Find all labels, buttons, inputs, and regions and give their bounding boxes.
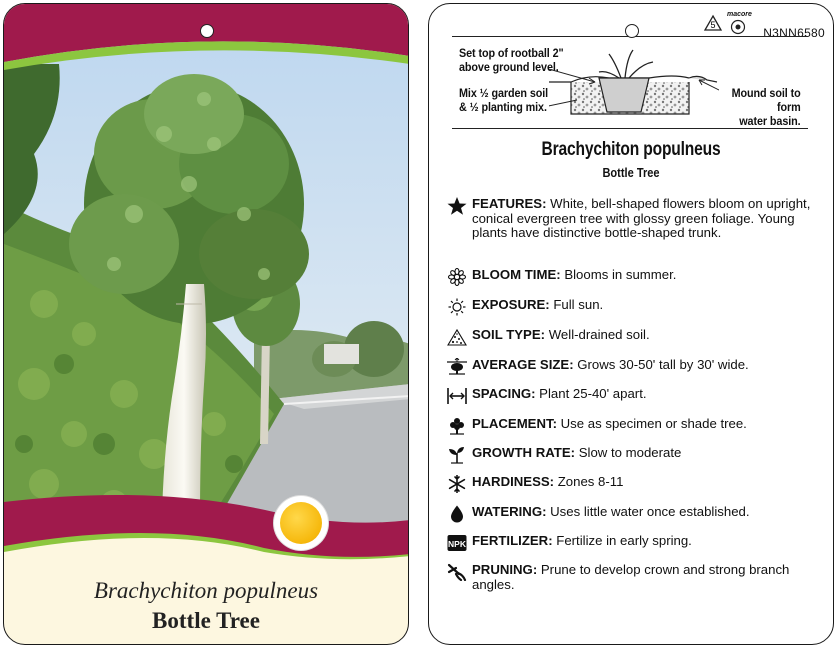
svg-text:NPK: NPK bbox=[448, 539, 466, 549]
back-common-name: Bottle Tree bbox=[602, 165, 660, 180]
back-tag bbox=[428, 3, 834, 645]
brand-logo-icon bbox=[727, 19, 749, 35]
hang-hole bbox=[625, 24, 639, 38]
feature-row-exposure: EXPOSURE: Full sun. bbox=[447, 298, 819, 313]
placement-icon bbox=[447, 417, 467, 435]
feature-row-growth-rate: GROWTH RATE: Slow to moderate bbox=[447, 446, 819, 461]
flower-icon bbox=[447, 268, 467, 286]
full-sun-icon bbox=[274, 496, 328, 550]
npk-icon bbox=[447, 534, 467, 552]
sun-icon bbox=[447, 298, 467, 316]
tree-photo bbox=[4, 4, 409, 645]
front-common-name: Bottle Tree bbox=[152, 608, 260, 633]
star-icon bbox=[447, 197, 467, 215]
feature-row-bloom-time: BLOOM TIME: Blooms in summer. bbox=[447, 268, 819, 283]
pruners-icon bbox=[447, 563, 467, 581]
soil-icon bbox=[447, 328, 467, 346]
feature-row-spacing: SPACING: Plant 25-40' apart. bbox=[447, 387, 819, 402]
feature-row-placement: PLACEMENT: Use as specimen or shade tree. bbox=[447, 417, 819, 432]
mound-instruction: Mound soil to form water basin. bbox=[731, 86, 801, 128]
planting-diagram bbox=[549, 44, 719, 124]
recycle-icon bbox=[703, 14, 723, 34]
mix-instruction: Mix ½ garden soil & ½ planting mix. bbox=[459, 86, 549, 114]
mid-divider bbox=[452, 128, 808, 129]
water-drop-icon bbox=[447, 505, 467, 523]
back-latin-name: Brachychiton populneus bbox=[541, 139, 721, 160]
sprout-icon bbox=[447, 446, 467, 464]
feature-row-watering: WATERING: Uses little water once established. bbox=[447, 505, 819, 520]
front-tag bbox=[3, 3, 409, 645]
feature-row-pruning: PRUNING: Prune to develop crown and strong branch angles. bbox=[447, 563, 819, 592]
tree-size-icon bbox=[447, 358, 467, 376]
feature-row-features: FEATURES: White, bell-shaped flowers bloom on upright, conical evergreen tree with glossy green foliage. Young plants have distinctive bottle-shaped trunk. bbox=[447, 197, 819, 241]
product-code: N3NN6580 bbox=[763, 26, 825, 40]
feature-row-soil-type: SOIL TYPE: Well-drained soil. bbox=[447, 328, 819, 343]
spacing-icon bbox=[447, 387, 467, 405]
front-latin-name: Brachychiton populneus bbox=[93, 578, 319, 603]
hang-hole bbox=[200, 24, 214, 38]
svg-text:5: 5 bbox=[710, 20, 716, 30]
feature-row-average-size: AVERAGE SIZE: Grows 30-50' tall by 30' wide. bbox=[447, 358, 819, 373]
feature-row-fertilizer: NPK FERTILIZER: Fertilize in early spring. bbox=[447, 534, 819, 549]
feature-row-hardiness: HARDINESS: Zones 8-11 bbox=[447, 475, 819, 490]
brand-mark: macore bbox=[727, 11, 752, 18]
snowflake-icon bbox=[447, 475, 467, 493]
rootball-instruction: Set top of rootball 2" above ground level. bbox=[459, 46, 564, 74]
